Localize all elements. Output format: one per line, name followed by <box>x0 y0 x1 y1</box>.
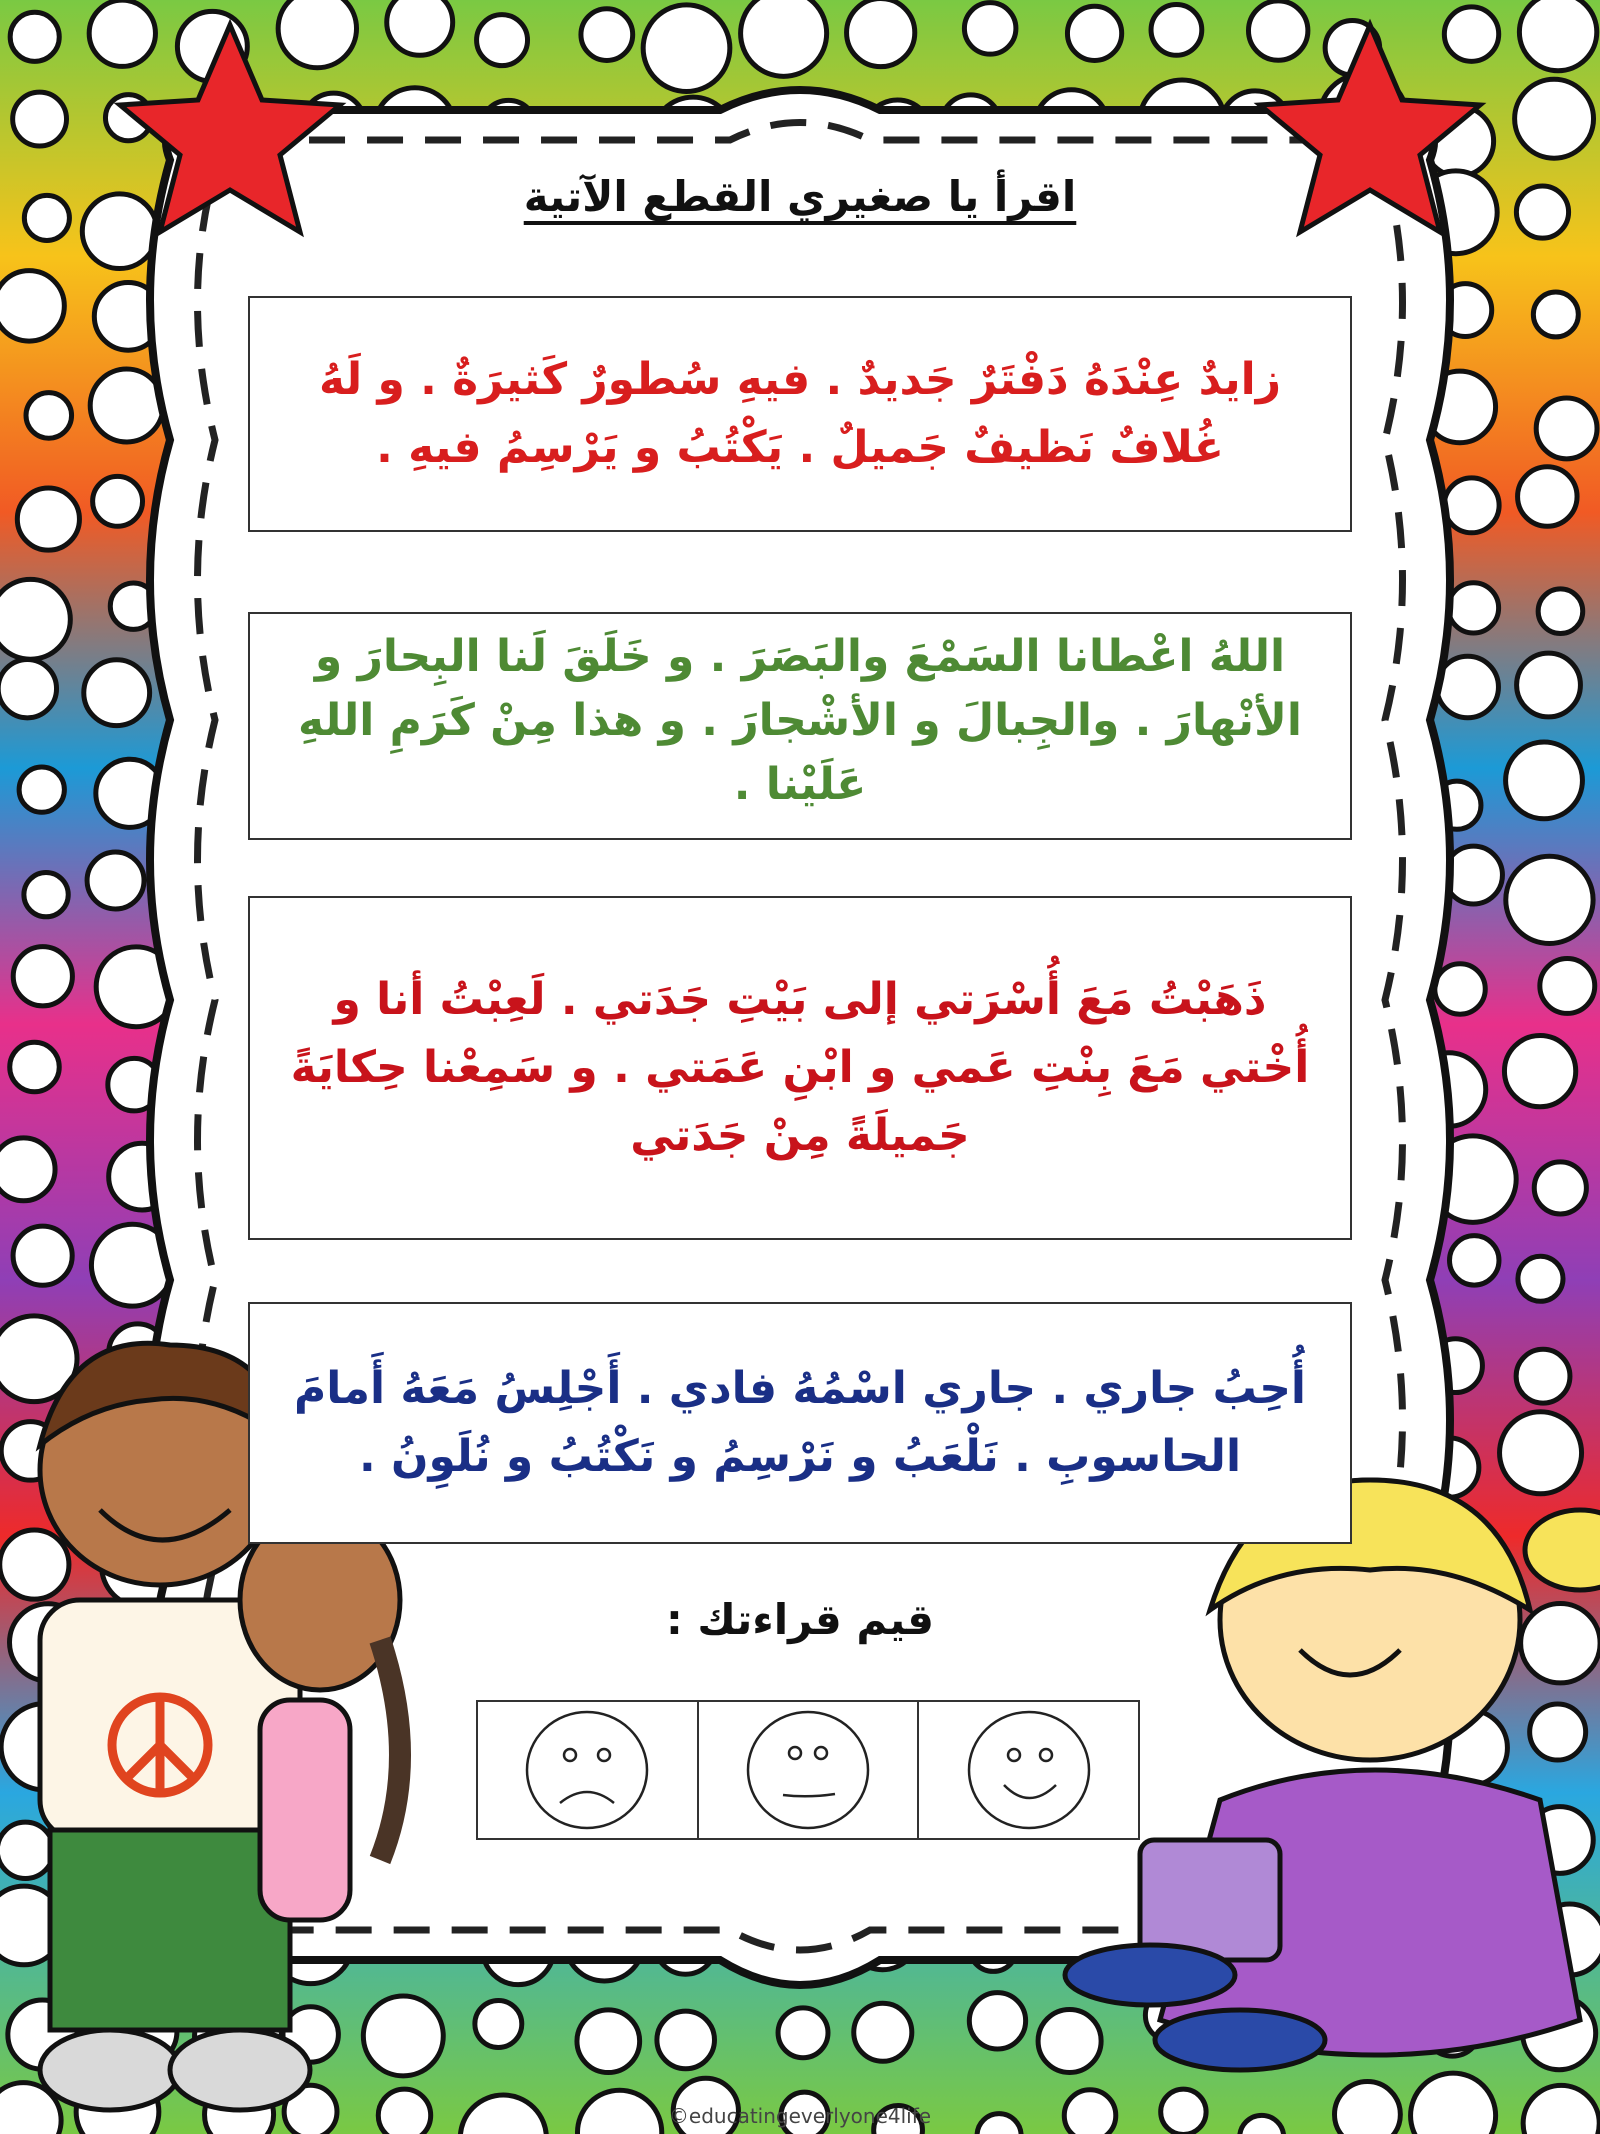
decorative-bubble <box>577 2010 640 2073</box>
decorative-bubble <box>26 393 72 439</box>
decorative-bubble <box>1519 0 1596 71</box>
decorative-bubble <box>1411 2073 1496 2134</box>
decorative-bubble <box>1248 1 1307 60</box>
decorative-bubble <box>854 2003 912 2061</box>
decorative-bubble <box>1504 1035 1575 1106</box>
decorative-bubble <box>477 15 528 66</box>
decorative-bubble <box>1161 2089 1206 2134</box>
decorative-bubble <box>1506 856 1593 943</box>
worksheet-title: اقرأ يا صغيري القطع الآتية <box>523 172 1077 221</box>
decorative-bubble <box>581 9 633 61</box>
passage-text-1: زايدٌ عِنْدَهُ دَفْتَرٌ جَديدٌ . فيهِ سُطورٌ كَثيرَةٌ . و لَهُ غُلافٌ نَظيفٌ جَميلٌ . يَكْتُبُ و يَرْسِمُ فيهِ . <box>318 353 1282 473</box>
decorative-bubble <box>1536 398 1597 459</box>
decorative-bubble <box>1540 958 1595 1013</box>
decorative-bubble <box>1530 1704 1586 1760</box>
decorative-bubble <box>0 579 70 659</box>
decorative-bubble <box>1335 2082 1401 2134</box>
happy-face-icon <box>964 1705 1094 1835</box>
decorative-bubble <box>1516 1349 1570 1403</box>
decorative-bubble <box>1517 653 1581 717</box>
passage-text-3: ذَهَبْتُ مَعَ أُسْرَتي إلى بَيْتِ جَدَتي . لَعِبْتُ أنا و أُخْتي مَعَ بِنْتِ عَمي و ابْنِ عَمَتي . و سَمِعْنا حِكايَةً جَميلَةً مِنْ جَدَتي <box>290 973 1310 1162</box>
decorative-bubble <box>964 3 1015 54</box>
decorative-bubble <box>643 5 730 92</box>
decorative-bubble <box>10 12 59 61</box>
decorative-bubble <box>657 2011 715 2069</box>
rating-cell-happy[interactable] <box>917 1702 1138 1838</box>
decorative-bubble <box>1521 1603 1600 1682</box>
decorative-bubble <box>778 2008 828 2058</box>
decorative-bubble <box>378 2089 430 2134</box>
decorative-bubble <box>1067 6 1121 60</box>
decorative-bubble <box>84 660 150 726</box>
decorative-bubble <box>847 0 915 67</box>
decorative-bubble <box>1534 1162 1586 1214</box>
decorative-bubble <box>1064 2090 1116 2134</box>
sad-face-icon <box>522 1705 652 1835</box>
decorative-bubble <box>0 1530 69 1599</box>
decorative-bubble <box>87 852 144 909</box>
decorative-bubble <box>10 1042 59 1091</box>
rating-faces-table <box>476 1700 1140 1840</box>
decorative-bubble <box>1506 742 1583 819</box>
decorative-bubble <box>17 488 79 550</box>
passage-box-2 <box>248 612 1352 840</box>
decorative-bubble <box>969 1993 1025 2049</box>
rating-cell-neutral[interactable] <box>697 1702 918 1838</box>
decorative-bubble <box>0 1138 55 1201</box>
decorative-bubble <box>1516 186 1568 238</box>
decorative-bubble <box>1515 79 1594 158</box>
decorative-bubble <box>1518 1256 1563 1301</box>
decorative-bubble <box>278 0 356 68</box>
decorative-bubble <box>1538 589 1583 634</box>
decorative-bubble <box>1533 292 1578 337</box>
decorative-bubble <box>1444 7 1498 61</box>
decorative-bubble <box>19 767 64 812</box>
decorative-bubble <box>1038 2009 1101 2072</box>
decorative-bubble <box>24 872 68 916</box>
decorative-bubble <box>0 271 64 341</box>
decorative-bubble <box>93 476 143 526</box>
credit-text: ©educatingeverlyone4life <box>668 2104 932 2128</box>
passage-box-4 <box>248 1302 1352 1544</box>
rating-cell-sad[interactable] <box>478 1702 697 1838</box>
passage-text-4: أُحِبُ جاري . جاري اسْمُهُ فادي . أَجْلِسُ مَعَهُ أَمامَ الحاسوبِ . نَلْعَبُ و نَرْسِمُ و نَكْتُبُ و نُلَوِنُ . <box>293 1362 1307 1482</box>
decorative-bubble <box>1151 5 1202 56</box>
decorative-bubble <box>82 194 157 269</box>
decorative-bubble <box>741 0 827 76</box>
rating-label: قيم قراءتك : <box>666 1595 934 1644</box>
decorative-bubble <box>13 1226 72 1285</box>
decorative-bubble <box>24 195 69 240</box>
decorative-bubble <box>0 1822 54 1878</box>
passage-text-2: اللهُ اعْطانا السَمْعَ والبَصَرَ . و خَلَقَ لَنا البِحارَ و الأنْهارَ . والجِبالَ و الأشْجارَ . و هذا مِنْ كَرَمِ اللهِ عَلَيْنا . <box>298 631 1302 810</box>
passage-box-1 <box>248 296 1352 532</box>
decorative-bubble <box>89 0 155 66</box>
decorative-bubble <box>13 92 67 146</box>
decorative-bubble <box>1448 583 1498 633</box>
decorative-bubble <box>387 0 453 55</box>
decorative-bubble <box>1518 467 1577 526</box>
decorative-bubble <box>13 947 72 1006</box>
decorative-bubble <box>1450 1236 1499 1285</box>
decorative-bubble <box>0 659 57 717</box>
decorative-bubble <box>363 1996 443 2076</box>
passage-box-3 <box>248 896 1352 1240</box>
decorative-bubble <box>475 2001 522 2048</box>
decorative-bubble <box>90 369 163 442</box>
neutral-face-icon <box>743 1705 873 1835</box>
decorative-bubble <box>1435 964 1485 1014</box>
decorative-bubble <box>1500 1412 1582 1494</box>
decorative-bubble <box>1444 478 1499 533</box>
